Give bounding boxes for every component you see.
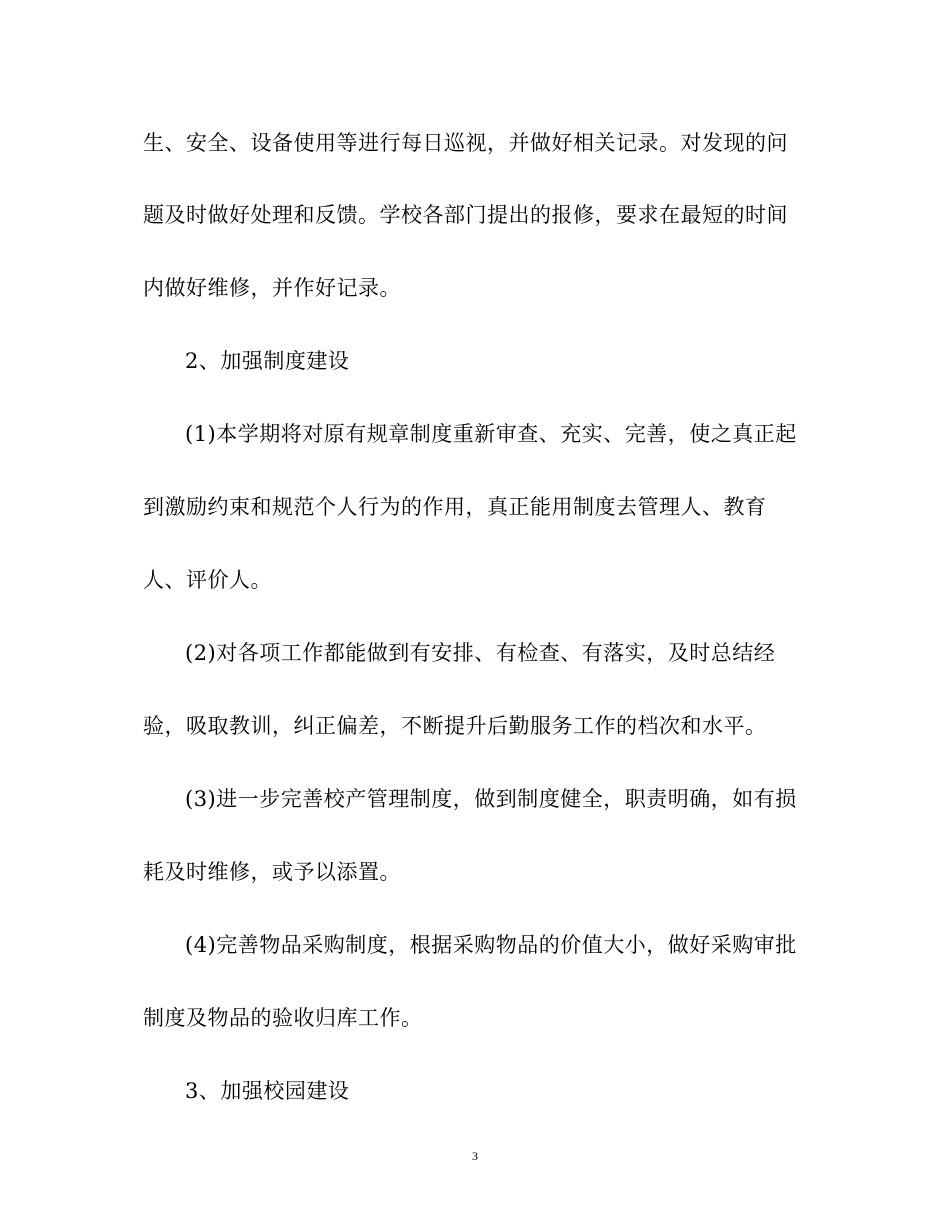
body-text-line: (2)对各项工作都能做到有安排、有检查、有落实，及时总结经 bbox=[185, 641, 776, 665]
body-text-line: 人、评价人。 bbox=[143, 568, 272, 592]
body-text-line: (1)本学期将对原有规章制度重新审查、充实、完善，使之真正起 bbox=[185, 422, 797, 446]
body-text-line: 生、安全、设备使用等进行每日巡视，并做好相关记录。对发现的问 bbox=[143, 131, 788, 155]
body-text-line: 到激励约束和规范个人行为的作用，真正能用制度去管理人、教育 bbox=[143, 495, 767, 519]
body-text-line: 耗及时维修，或予以添置。 bbox=[143, 860, 401, 884]
page-number: 3 bbox=[472, 1149, 478, 1163]
body-text-line: 验，吸取教训，纠正偏差，不断提升后勤服务工作的档次和水平。 bbox=[143, 714, 767, 738]
body-text-line: 制度及物品的验收归库工作。 bbox=[143, 1006, 423, 1030]
body-text-line: 题及时做好处理和反馈。学校各部门提出的报修，要求在最短的时间 bbox=[143, 203, 788, 227]
body-text-line: 内做好维修，并作好记录。 bbox=[143, 276, 401, 300]
body-text-line: (4)完善物品采购制度，根据采购物品的价值大小，做好采购审批 bbox=[185, 933, 797, 957]
section-heading: 2、加强制度建设 bbox=[185, 349, 350, 373]
section-heading: 3、加强校园建设 bbox=[185, 1079, 350, 1103]
body-text-line: (3)进一步完善校产管理制度，做到制度健全，职责明确，如有损 bbox=[185, 787, 797, 811]
